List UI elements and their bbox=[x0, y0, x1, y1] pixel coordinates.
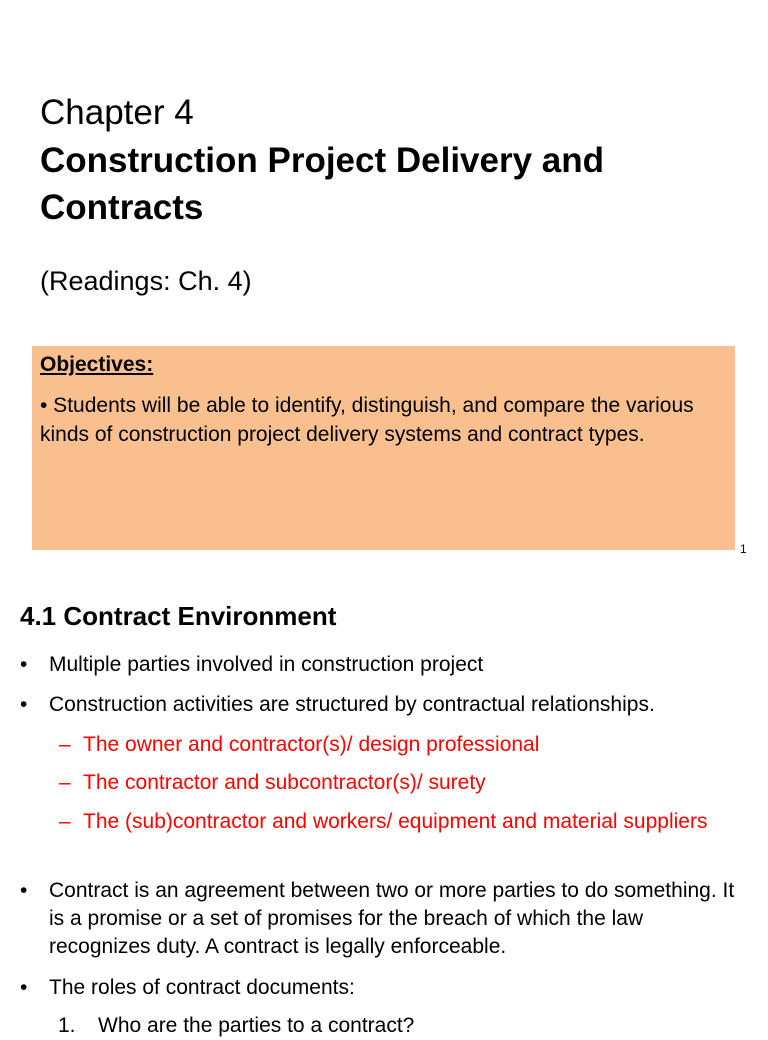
bullet-marker: • bbox=[20, 653, 28, 676]
dash-marker: – bbox=[59, 733, 71, 756]
item-number: 1. bbox=[58, 1014, 76, 1037]
dash-marker: – bbox=[59, 810, 71, 833]
sub-list-item-text: The owner and contractor(s)/ design professional bbox=[83, 733, 540, 756]
readings-note: (Readings: Ch. 4) bbox=[40, 266, 252, 296]
bullet-marker: • bbox=[20, 976, 28, 999]
objectives-box bbox=[32, 346, 735, 550]
dash-marker: – bbox=[59, 771, 71, 794]
list-item-text: Contract is an agreement between two or more parties to do something. It is a promise or a set of promises for the breach of which the law recognizes duty. A contract is legally enforceable. bbox=[49, 879, 735, 958]
chapter-title: Construction Project Delivery and Contracts bbox=[40, 141, 605, 227]
objectives-heading: Objectives: bbox=[40, 353, 154, 376]
numbered-item-text: Who are the parties to a contract? bbox=[98, 1014, 415, 1037]
sub-list-item-text: The (sub)contractor and workers/ equipment and material suppliers bbox=[83, 810, 708, 833]
bullet-marker: • bbox=[20, 693, 28, 716]
chapter-label: Chapter 4 bbox=[40, 93, 194, 132]
objectives-text: • Students will be able to identify, distinguish, and compare the various kinds of construction project delivery systems and contract types. bbox=[40, 394, 694, 446]
sub-list-item-text: The contractor and subcontractor(s)/ surety bbox=[83, 771, 486, 794]
bullet-marker: • bbox=[20, 879, 28, 902]
list-item-text: Construction activities are structured by contractual relationships. bbox=[49, 693, 655, 716]
list-item-text: The roles of contract documents: bbox=[49, 976, 355, 999]
section-title: 4.1 Contract Environment bbox=[20, 601, 337, 631]
slide-number: 1 bbox=[740, 542, 747, 556]
list-item-text: Multiple parties involved in construction project bbox=[49, 653, 484, 676]
